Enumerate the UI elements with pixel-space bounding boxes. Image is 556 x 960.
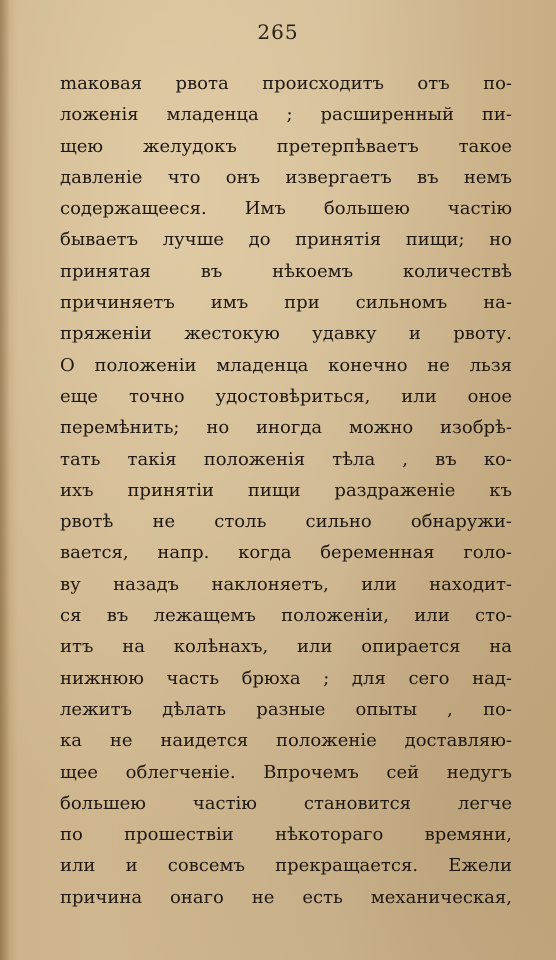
text-line: давленіе что онъ извергаетъ въ немъ (60, 166, 512, 188)
page-edge-shadow (0, 0, 10, 960)
text-line: бываетъ лучше до принятія пищи; но (60, 229, 512, 251)
text-line: тать такія положенія тѣла , въ ко- (60, 448, 512, 470)
text-line: итъ на колѣнахъ, или опирается на (60, 636, 512, 658)
text-line: лежитъ дѣлать разные опыты , по- (60, 698, 512, 720)
text-line: ся въ лежащемъ положеніи, или сто- (60, 605, 512, 627)
text-line: щее облегченіе. Впрочемъ сей недугъ (60, 761, 512, 783)
text-line: еще точно удостовѣриться, или оное (60, 385, 512, 407)
text-line: причиняетъ имъ при сильномъ на- (60, 292, 512, 314)
text-line: пряженіи жестокую удавку и рвоту. (60, 323, 512, 345)
text-line: щею желудокъ претерпѣваетъ такое (60, 135, 512, 157)
page-number: 265 (257, 20, 299, 44)
text-line: ложенія младенца ; расширенный пи- (60, 104, 512, 126)
text-line: принятая въ нѣкоемъ количествѣ (60, 260, 512, 282)
text-line: причина онаго не есть механическая, (60, 886, 512, 908)
text-line: ву назадъ наклоняетъ, или находит- (60, 573, 512, 595)
text-line: ка не наидется положеніе доставляю- (60, 730, 512, 752)
text-line: вается, напр. когда беременная голо- (60, 542, 512, 564)
text-line: рвотѣ не столь сильно обнаружи- (60, 511, 512, 533)
text-line: содержащееся. Имъ большею частію (60, 198, 512, 220)
text-line: большею частію становится легче (60, 792, 512, 814)
text-line: О положеніи младенца конечно не льзя (60, 354, 512, 376)
text-line: по прошествіи нѣкотораго времяни, (60, 824, 512, 846)
text-line: или и совсемъ прекращается. Ежели (60, 855, 512, 877)
text-line: нижнюю часть брюха ; для сего над- (60, 667, 512, 689)
body-text (60, 68, 512, 913)
text-line: ихъ принятіи пищи раздраженіе къ (60, 479, 512, 501)
text-line: перемѣнить; но иногда можно изобрѣ- (60, 417, 512, 439)
text-line: mаковая рвота происходитъ отъ по- (60, 73, 512, 94)
